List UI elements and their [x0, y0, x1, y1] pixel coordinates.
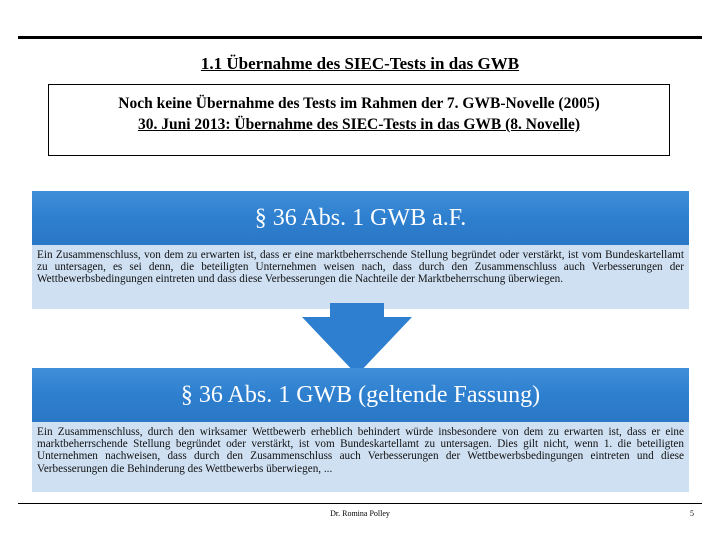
top-rule — [18, 36, 702, 39]
section-old-text: Ein Zusammenschluss, von dem zu erwarten ist, dass er eine marktbeherrschende Stellung begründet oder verstärkt, ist vom Bundeskartellamt zu untersagen, es sei denn, die beteiligten Unternehmen weisen nach, dass durch den Zusammenschluss auch Verbesserungen der Wettbewerbsbedingungen eintreten und dass diese Verbesserungen die Nachteile der Marktbeherrschung überwiegen. — [32, 245, 689, 309]
bottom-rule — [18, 503, 702, 504]
summary-box — [48, 84, 670, 156]
down-arrow-icon — [302, 303, 412, 375]
footer-author: Dr. Romina Polley — [330, 509, 390, 518]
page-number: 5 — [690, 509, 694, 518]
section-new-title: § 36 Abs. 1 GWB (geltende Fassung) — [32, 368, 689, 422]
summary-line-2: 30. Juni 2013: Übernahme des SIEC-Tests in das GWB (8. Novelle) — [137, 116, 581, 133]
section-new-text: Ein Zusammenschluss, durch den wirksamer Wettbewerb erheblich behindert würde insbesondere von dem zu erwarten ist, dass er eine marktbeherrschende Stellung begründet oder verstärkt, ist vom Bundeskartellamt zu untersagen. Dies gilt nicht, wenn 1. die beteiligten Unternehmen nachweisen, dass durch den Zusammenschluss auch Verbesserungen der Wettbewerbsbedingungen eintreten und diese Verbesserungen die Behinderung des Wettbewerbs überwiegen, ... — [32, 422, 689, 492]
slide-title: 1.1 Übernahme des SIEC-Tests in das GWB — [200, 54, 520, 73]
section-old-title: § 36 Abs. 1 GWB a.F. — [32, 191, 689, 245]
summary-line-1: Noch keine Übernahme des Tests im Rahmen der 7. GWB-Novelle (2005) — [118, 95, 600, 112]
